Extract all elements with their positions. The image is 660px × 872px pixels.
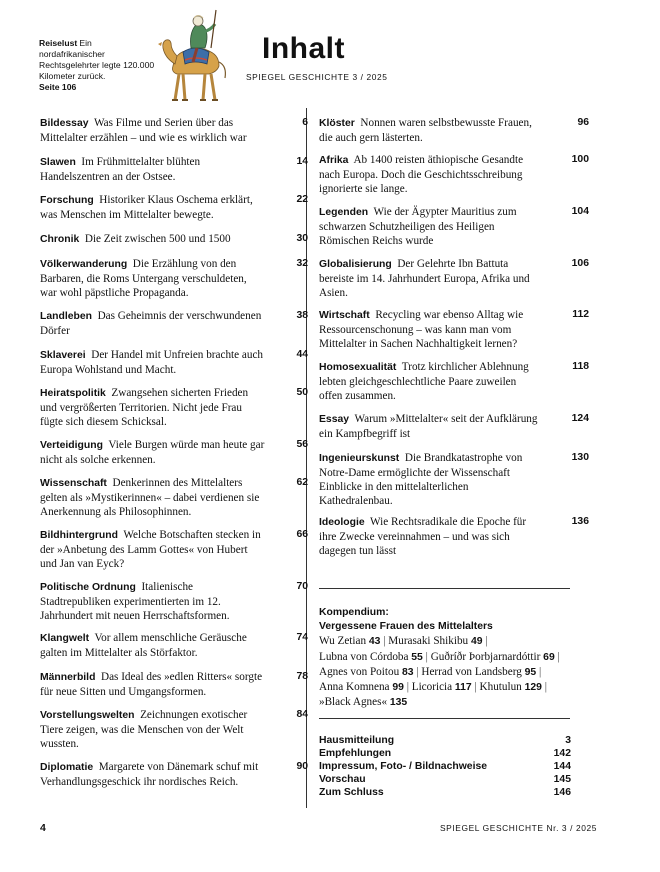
entry-page: 14 [296,156,308,167]
entry-text: Die Zeit zwischen 500 und 1500 [84,233,231,245]
entry-page: 62 [296,477,308,488]
entry-keyword: Völkerwanderung [40,259,128,270]
toc-entry[interactable] [319,308,589,351]
entry-text: Was Filme und Serien über das Mittelalter erzählen – und wie es wirklich war [40,117,247,144]
entry-keyword: Männerbild [40,672,96,683]
entry-keyword: Politische Ordnung [40,582,136,593]
entry-text: Die Erzählung von den Barbaren, die Roms Untergang verschuldeten, war wohl päpstliche Propaganda. [40,258,247,299]
entry-keyword: Globalisierung [319,259,392,270]
entry-keyword: Sklaverei [40,350,86,361]
entry-keyword: Klöster [319,118,355,129]
kompendium-item[interactable]: Licoricia 117 [411,681,472,694]
entry-keyword: Ingenieurskunst [319,453,400,464]
kompendium-subheading: Vergessene Frauen des Mittelalters [319,621,493,633]
entry-page: 66 [296,529,308,540]
divider [319,588,570,589]
kompendium-item[interactable]: Khutulun 129 [479,681,542,694]
teaser [39,38,159,93]
misc-item[interactable] [319,735,571,748]
misc-page: 146 [553,787,571,798]
toc-entry[interactable] [319,360,589,403]
entry-text: Zeichnungen exotischer Tiere zeigen, was die Menschen von der Welt wussten. [40,709,248,750]
misc-item[interactable] [319,787,571,800]
entry-page: 130 [571,452,589,463]
entry-keyword: Chronik [40,234,80,245]
misc-page: 144 [553,761,571,772]
entry-page: 84 [296,709,308,720]
entry-text: Die Brandkatastrophe von Notre-Dame ermöglichte der Wissenschaft Einblicke in den mittelalterlichen Kathedralenbau. [319,452,523,507]
entry-keyword: Legenden [319,207,369,218]
entry-page: 100 [571,154,589,165]
toc-entry[interactable] [40,155,308,184]
entry-page: 56 [296,439,308,450]
kompendium-item[interactable]: Herrad von Landsberg 95 [421,665,537,678]
toc-entry[interactable] [319,205,589,248]
toc-entry[interactable] [319,451,589,508]
entry-keyword: Heiratspolitik [40,388,106,399]
entry-page: 22 [296,194,308,205]
entry-keyword: Slawen [40,157,76,168]
page-subtitle: SPIEGEL GESCHICHTE 3 / 2025 [246,72,388,82]
kompendium-item[interactable]: Wu Zetian 43 [319,635,381,648]
entry-text: Im Frühmittelalter blühten Handelszentren an der Ostsee. [40,156,201,183]
toc-entry[interactable] [40,708,308,751]
misc-item[interactable] [319,748,571,761]
teaser-keyword: Reiselust [39,38,78,48]
camel-rider-illustration [153,8,241,106]
toc-entry[interactable] [40,309,308,338]
entry-text: Das Geheimnis der verschwundenen Dörfer [40,310,262,337]
entry-text: Wie Rechtsradikale die Epoche für ihre Zwecke vereinnahmen – und was sich dagegen tun lässt [319,516,527,557]
toc-entry[interactable] [40,760,308,789]
entry-text: Wie der Ägypter Mauritius zum schwarzen Schutzheiligen des Heiligen Römischen Reichs wurde [319,206,517,247]
entry-page: 124 [571,413,589,424]
toc-entry[interactable] [319,515,589,558]
entry-text: Denkerinnen des Mittelalters gelten als »Mystikerinnen« – dabei verdienen sie Anerkennung als Philosophinnen. [40,477,260,518]
misc-item[interactable] [319,761,571,774]
misc-page: 142 [553,748,571,759]
toc-entry[interactable] [319,116,589,145]
toc-entry[interactable] [40,348,308,377]
entry-keyword: Afrika [319,155,349,166]
toc-entry[interactable] [40,528,308,571]
entry-page: 70 [296,581,308,592]
entry-keyword: Diplomatie [40,762,94,773]
entry-keyword: Vorstellungswelten [40,710,135,721]
entry-keyword: Landleben [40,311,92,322]
entry-page: 78 [296,671,308,682]
kompendium-item[interactable]: »Black Agnes« 135 [319,696,408,709]
teaser-text: Ein nordafrikanischer Rechtsgelehrter legte 120.000 Kilometer zurück. [39,38,155,81]
entry-keyword: Bildhintergrund [40,530,118,541]
footer-page-number: 4 [40,822,46,834]
entry-page: 38 [296,310,308,321]
entry-keyword: Forschung [40,195,94,206]
entry-text: Historiker Klaus Oschema erklärt, was Menschen im Mittelalter bewegte. [40,194,253,221]
entry-keyword: Homosexualität [319,362,397,373]
kompendium-item[interactable]: Anna Komnena 99 [319,681,404,694]
toc-entry[interactable] [319,412,589,441]
misc-item[interactable] [319,774,571,787]
entry-text: Das Ideal des »edlen Ritters« sorgte für neue Sitten und Umgangsformen. [40,671,263,698]
misc-page: 145 [553,774,571,785]
entry-text: Viele Burgen würde man heute gar nicht als solche erkennen. [40,439,265,466]
entry-text: Zwangsehen sicherten Frieden und vergrößerten Territorien. Nicht jede Frau fügte sich diesem Schicksal. [40,387,249,428]
misc-label: Zum Schluss [319,787,384,798]
misc-label: Empfehlungen [319,748,392,759]
toc-entry[interactable] [40,232,308,247]
entry-page: 6 [302,117,308,128]
entry-keyword: Wirtschaft [319,310,370,321]
entry-keyword: Ideologie [319,517,365,528]
entry-keyword: Wissenschaft [40,478,107,489]
toc-entry[interactable] [40,476,308,519]
misc-label: Vorschau [319,774,366,785]
entry-text: Recycling war ebenso Alltag wie Ressourcenschonung – was kann man vom Mittelalter in Sachen Nachhaltigkeit lernen? [319,309,524,350]
toc-entry[interactable] [40,386,308,429]
footer-publication: SPIEGEL GESCHICHTE Nr. 3 / 2025 [440,823,597,833]
misc-page: 3 [565,735,571,746]
kompendium-item[interactable]: Agnes von Poitou 83 [319,665,414,678]
toc-entry[interactable] [40,438,308,467]
page-title: Inhalt [262,32,345,65]
entry-page: 106 [571,258,589,269]
entry-text: Margarete von Dänemark schuf mit Verhandlungsgeschick ihr nordisches Reich. [40,761,259,788]
kompendium-item[interactable]: Lubna von Córdoba 55 [319,650,423,663]
entry-page: 118 [572,361,589,372]
entry-page: 136 [571,516,589,527]
entry-text: Vor allem menschliche Geräusche galten im Mittelalter als Störfaktor. [40,632,247,659]
entry-page: 30 [296,233,308,244]
toc-entry[interactable] [40,580,308,623]
entry-keyword: Verteidigung [40,440,103,451]
kompendium-heading: Kompendium: [319,607,389,618]
entry-text: Nonnen waren selbstbewusste Frauen, die auch gern lästerten. [319,117,532,144]
divider [319,718,570,719]
entry-page: 32 [296,258,308,269]
toc-entry[interactable] [40,631,308,660]
entry-page: 104 [571,206,589,217]
misc-label: Impressum, Foto- / Bildnachweise [319,761,488,772]
toc-entry[interactable] [40,670,308,699]
entry-text: Der Gelehrte Ibn Battuta bereiste im 14. Jahrhundert Europa, Afrika und Asien. [319,258,530,299]
entry-text: Welche Botschaften stecken in der »Anbetung des Lamm Gottes« von Hubert und Jan van Eyck? [40,529,261,570]
entry-keyword: Essay [319,414,350,425]
entry-text: Italienische Stadtrepubliken experimentierten im 12. Jahrhundert mit neuen Herrschaftsformen. [40,581,230,622]
entry-page: 96 [577,117,589,128]
entry-page: 74 [296,632,308,643]
column-divider [306,108,307,808]
entry-page: 112 [572,309,589,320]
kompendium-item[interactable]: Murasaki Shikibu 49 [388,635,483,648]
entry-page: 44 [296,349,308,360]
teaser-page: Seite 106 [39,82,77,92]
entry-page: 50 [296,387,308,398]
toc-entry[interactable] [40,116,308,145]
entry-page: 90 [296,761,308,772]
entry-keyword: Bildessay [40,118,89,129]
kompendium-item[interactable]: Guðríðr Þorbjarnardóttir 69 [430,650,555,663]
entry-keyword: Klangwelt [40,633,90,644]
misc-label: Hausmitteilung [319,735,395,746]
entry-text: Ab 1400 reisten äthiopische Gesandte nach Europa. Doch die Geschichtsschreibung ignorierte sie lange. [319,154,524,195]
toc-entry[interactable] [319,153,589,196]
entry-text: Trotz kirchlicher Ablehnung lebten gleichgeschlechtliche Paare zuweilen offen zusammen. [319,361,529,402]
entry-text: Der Handel mit Unfreien brachte auch Europa Wohlstand und Macht. [40,349,264,376]
entry-text: Warum »Mittelalter« seit der Aufklärung ein Kampfbegriff ist [319,413,538,440]
toc-entry[interactable] [319,257,589,300]
toc-entry[interactable] [40,257,308,300]
kompendium: Kompendium: Vergessene Frauen des Mittelalters Wu Zetian 43 | Murasaki Shikibu 49 | Lubna von Córdoba 55 | Guðríðr Þorbjarnardóttir 69 | Agnes von Poitou 83 | Herrad von Landsberg 95 | Anna Komnena 99 | Licoricia 117 | Khutulun 129 | »Black Agnes« 135 [319,606,571,710]
toc-entry[interactable] [40,193,308,222]
